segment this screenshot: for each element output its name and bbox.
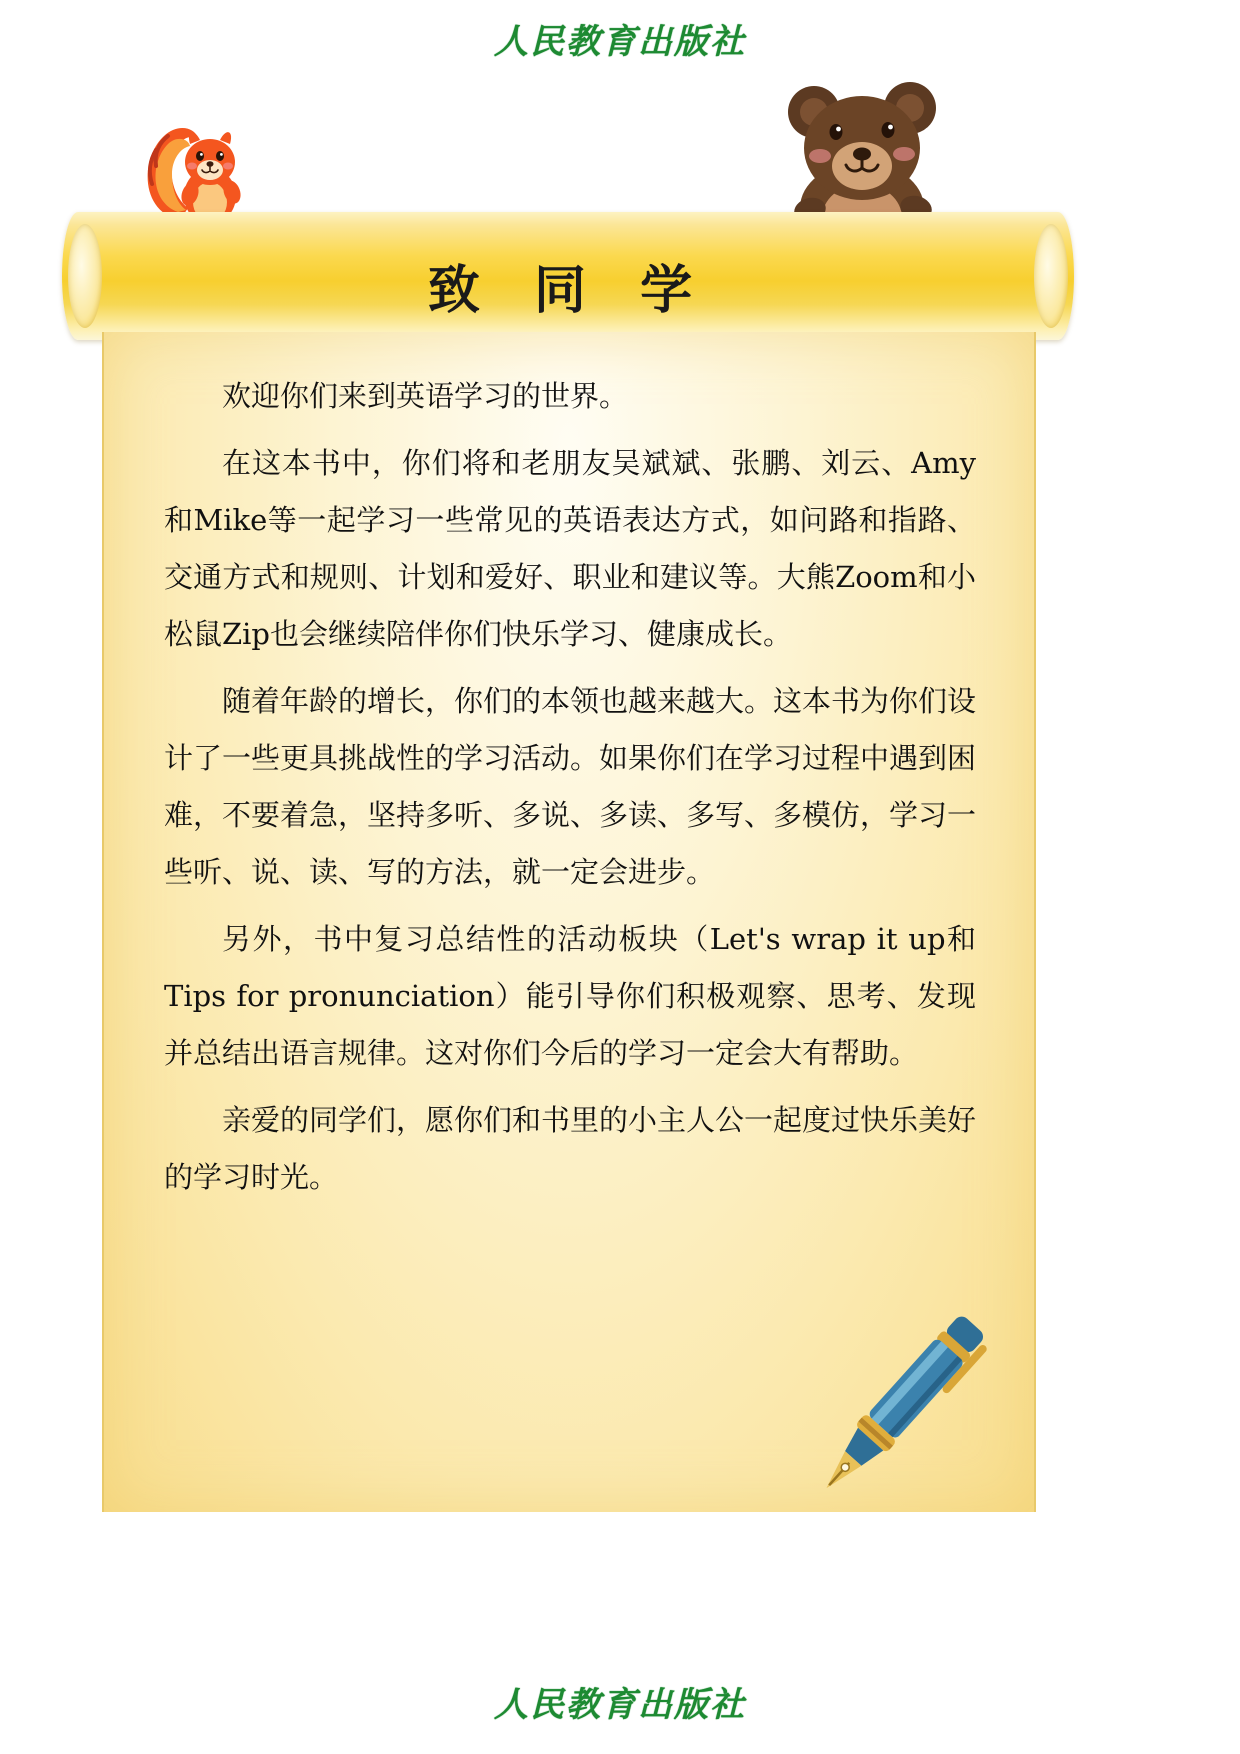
paragraph: 随着年龄的增长，你们的本领也越来越大。这本书为你们设计了一些更具挑战性的学习活动。如果你们在学习过程中遇到困难，不要着急，坚持多听、多说、多读、多写、多模仿，学习一些听、说、读、写的方法，就一定会进步。: [164, 684, 977, 889]
paragraph: 另外，书中复习总结性的活动板块（Let's wrap it up和Tips for pronunciation）能引导你们积极观察、思考、发现并总结出语言规律。这对你们今后的学习一定会大有帮助。: [164, 922, 976, 1070]
fountain-pen-illustration: [780, 1290, 1020, 1520]
paragraph: 亲爱的同学们，愿你们和书里的小主人公一起度过快乐美好的学习时光。: [164, 1103, 977, 1194]
squirrel-zip-illustration: [132, 108, 272, 228]
publisher-mark-bottom: 人民教育出版社: [494, 1685, 746, 1725]
paragraph: 在这本书中，你们将和老朋友吴斌斌、张鹏、刘云、Amy和Mike等一起学习一些常见的英语表达方式，如问路和指路、交通方式和规则、计划和爱好、职业和建议等。大熊Zoom和小松鼠Zip也会继续陪伴你们快乐学习、健康成长。: [164, 446, 976, 651]
page-title: 致 同 学: [427, 260, 711, 321]
paragraph: 欢迎你们来到英语学习的世界。: [222, 379, 629, 413]
letter-body: [164, 368, 976, 1216]
publisher-mark-top: 人民教育出版社: [494, 22, 746, 62]
